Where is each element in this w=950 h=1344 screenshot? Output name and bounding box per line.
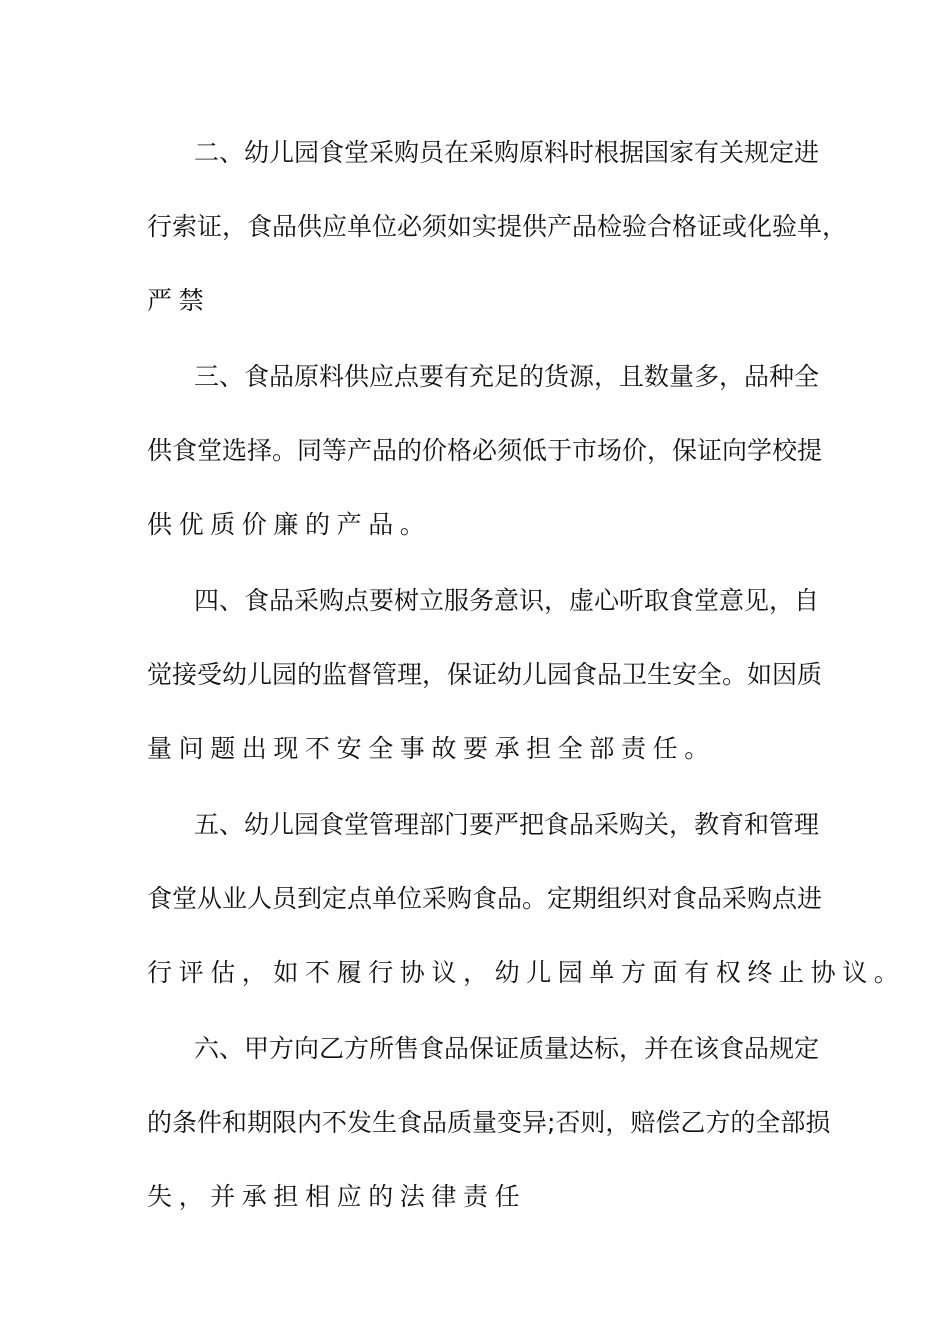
paragraph-line: 六、甲方向乙方所售食品保证质量达标，并在该食品规定 <box>194 1034 820 1063</box>
paragraph-line: 供优质价廉的产品。 <box>147 510 432 539</box>
paragraph-line: 五、幼儿园食堂管理部门要严把食品采购关，教育和管理 <box>194 810 820 839</box>
paragraph-line: 食堂从业人员到定点单位采购食品。定期组织对食品采购点进 <box>147 884 823 913</box>
paragraph-line: 觉接受幼儿园的监督管理，保证幼儿园食品卫生安全。如因质 <box>147 660 823 689</box>
paragraph-line: 严禁 <box>147 286 211 315</box>
paragraph-line: 量问题出现不安全事故要承担全部责任。 <box>147 734 716 763</box>
paragraph-line: 行索证，食品供应单位必须如实提供产品检验合格证或化验单， <box>147 212 848 241</box>
paragraph-line: 四、食品采购点要树立服务意识，虚心听取食堂意见，自 <box>194 586 820 615</box>
paragraph-line: 失，并承担相应的法律责任 <box>147 1182 527 1211</box>
paragraph-line: 二、幼儿园食堂采购员在采购原料时根据国家有关规定进 <box>194 138 820 167</box>
paragraph-line: 三、食品原料供应点要有充足的货源，且数量多，品种全 <box>194 362 820 391</box>
paragraph-line: 的条件和期限内不发生食品质量变异;否则，赔偿乙方的全部损 <box>147 1108 831 1137</box>
paragraph-line: 供食堂选择。同等产品的价格必须低于市场价，保证向学校提 <box>147 436 823 465</box>
paragraph-line: 行评估，如不履行协议，幼儿园单方面有权终止协议。 <box>147 958 906 987</box>
